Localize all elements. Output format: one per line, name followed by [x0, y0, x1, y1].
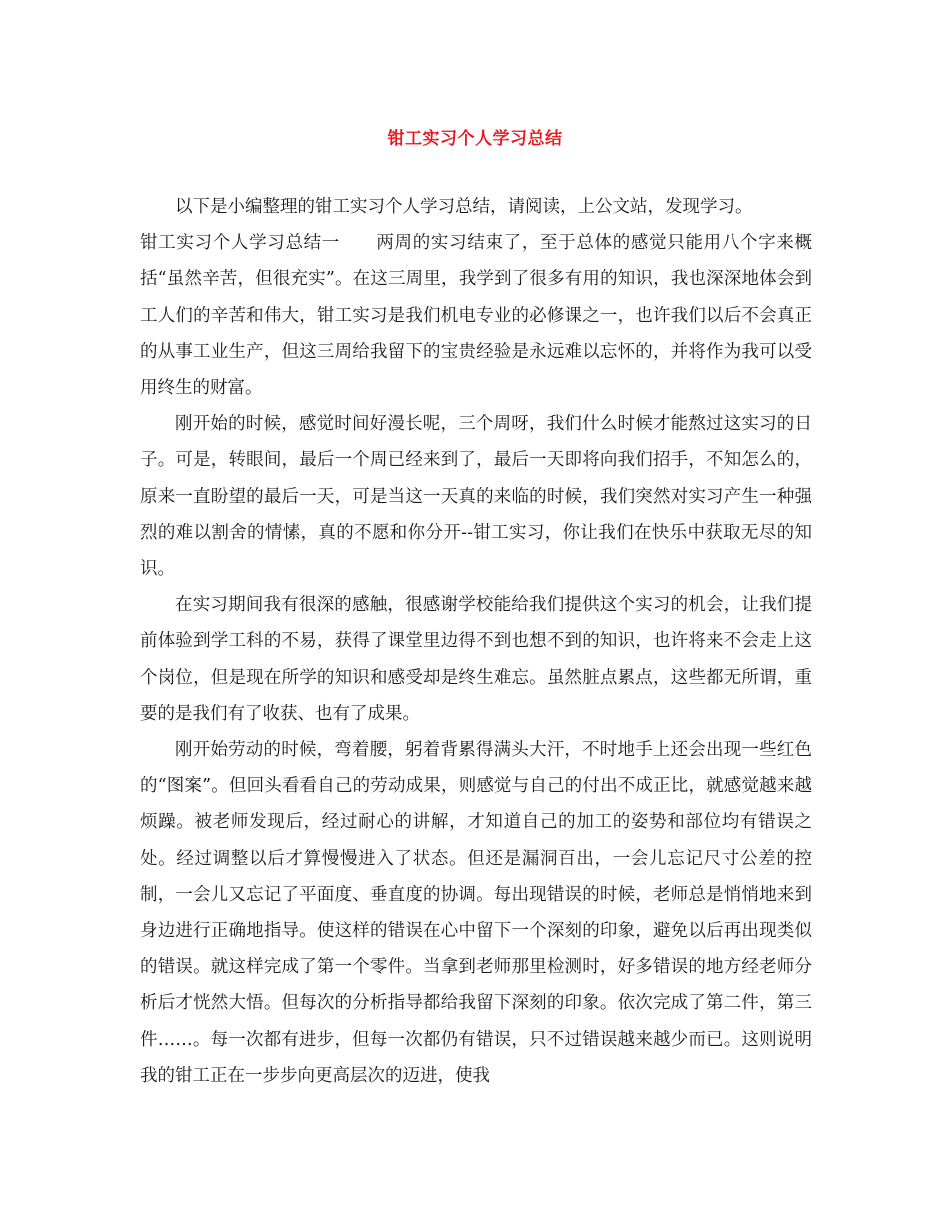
- body-paragraph-3: 在实习期间我有很深的感触，很感谢学校能给我们提供这个实习的机会，让我们提前体验到学工科的不易，获得了课堂里边得不到也想不到的知识，也许将来不会走上这个岗位，但是现在所学的知识和感受却是终生难忘。虽然脏点累点，这些都无所谓，重要的是我们有了收获、也有了成果。: [140, 595, 812, 724]
- document-body: [140, 189, 812, 1094]
- document-title: 钳工实习个人学习总结: [387, 129, 563, 149]
- body-paragraph-4: 刚开始劳动的时候，弯着腰，躬着背累得满头大汗，不时地手上还会出现一些红色的“图案”。但回头看看自己的劳动成果，则感觉与自己的付出不成正比，就感觉越来越烦躁。被老师发现后，经过耐心的讲解，才知道自己的加工的姿势和部位均有错误之处。经过调整以后才算慢慢进入了状态。但还是漏洞百出，一会儿忘记尺寸公差的控制，一会儿又忘记了平面度、垂直度的协调。每出现错误的时候，老师总是悄悄地来到身边进行正确地指导。使这样的错误在心中留下一个深刻的印象，避免以后再出现类似的错误。就这样完成了第一个零件。当拿到老师那里检测时，好多错误的地方经老师分析后才恍然大悟。但每次的分析指导都给我留下深刻的印象。依次完成了第二件，第三件……。每一次都有进步，但每一次都仍有错误，只不过错误越来越少而已。这则说明我的钳工正在一步步向更高层次的迈进，使我: [140, 740, 812, 1086]
- paragraph-text: 两周的实习结束了，至于总体的感觉只能用八个字来概括“虽然辛苦，但很充实”。在这三周里，我学到了很多有用的知识，我也深深地体会到工人们的辛苦和伟大，钳工实习是我们机电专业的必修课之一，也许我们以后不会真正的从事工业生产，但这三周给我留下的宝贵经验是永远难以忘怀的，并将作为我可以受用终生的财富。: [140, 233, 813, 399]
- heading-gap: [340, 233, 376, 253]
- body-paragraph-2: 刚开始的时候，感觉时间好漫长呢，三个周呀，我们什么时候才能熬过这实习的日子。可是，转眼间，最后一个周已经来到了，最后一天即将向我们招手，不知怎么的，原来一直盼望的最后一天，可是当这一天真的来临的时候，我们突然对实习产生一种强烈的难以割舍的情愫，真的不愿和你分开--钳工实习，你让我们在快乐中获取无尽的知识。: [140, 414, 812, 580]
- intro-paragraph: 以下是小编整理的钳工实习个人学习总结，请阅读，上公文站，发现学习。: [175, 197, 753, 217]
- section-heading: 钳工实习个人学习总结一: [140, 233, 340, 254]
- section-one-paragraph: [140, 225, 812, 406]
